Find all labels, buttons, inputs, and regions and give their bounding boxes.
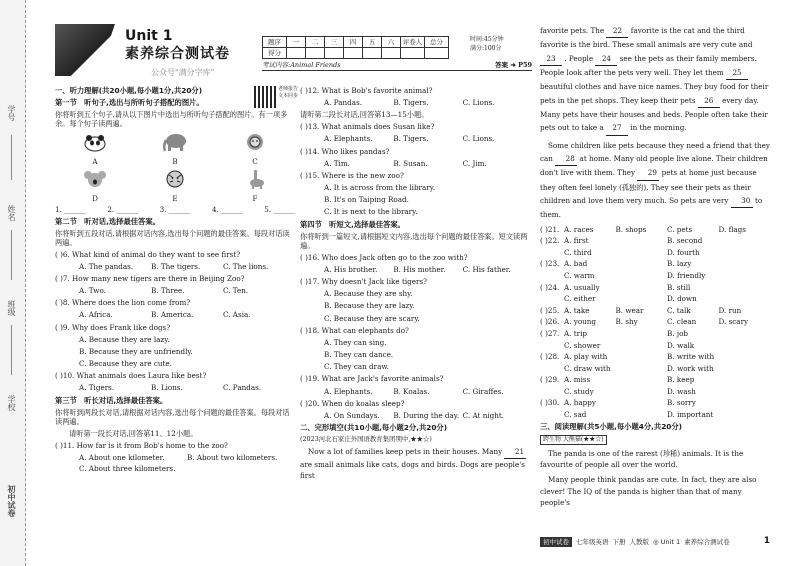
- header-rule: [262, 70, 532, 71]
- question-11: ( )11. How far is it from Bob's home to the zoo?: [55, 440, 228, 450]
- option[interactable]: B. They can dance.: [324, 350, 394, 360]
- passage-text: Some children like pets because they need a friend that they can: [540, 140, 770, 163]
- option[interactable]: D. down: [667, 294, 697, 304]
- option[interactable]: B. job: [667, 328, 689, 338]
- question-options: [300, 207, 532, 216]
- option[interactable]: C. third: [564, 247, 592, 257]
- option[interactable]: B. still: [667, 282, 691, 292]
- cloze-passage-para2: [540, 139, 770, 222]
- cloze-option-row: [540, 294, 770, 303]
- passage-text: beautiful clothes and have nice names. They buy food for their pets in the pet shops. They keep their pets: [540, 82, 769, 105]
- spacer: [540, 248, 564, 257]
- question-options: [300, 159, 532, 168]
- cloze-option-row: [540, 398, 770, 407]
- question-options: [300, 195, 532, 204]
- test-title: 素养综合测试卷: [125, 46, 230, 62]
- option[interactable]: C. talk: [667, 305, 691, 315]
- page-number: 1: [763, 536, 770, 546]
- passage-text: favorite is the cat and the third favorite is the bird. These small animals are very cute and: [540, 26, 753, 50]
- time-info: [470, 36, 504, 53]
- watermark-text: 公众号"满分字库": [151, 68, 215, 77]
- column-2: [300, 86, 532, 485]
- picture-e: [161, 169, 189, 203]
- spacer: [540, 294, 564, 303]
- option[interactable]: C. They can draw.: [324, 362, 389, 372]
- column-1: [55, 86, 295, 476]
- passage-text: in the morning.: [630, 123, 687, 133]
- question-options: [300, 265, 532, 274]
- cloze-blank[interactable]: 26: [698, 94, 720, 108]
- passage-text: every day. Many pets have their houses and beds. People often take their pets out to take a: [540, 95, 768, 133]
- option[interactable]: C. Because they are cute.: [79, 359, 172, 369]
- option[interactable]: B. write with: [667, 352, 715, 362]
- option[interactable]: B. Because they are lazy.: [324, 301, 415, 311]
- questions-16-20: [300, 253, 532, 420]
- spacer: [540, 341, 564, 350]
- answer-blanks-row: [55, 205, 295, 214]
- picture-b: [161, 132, 189, 166]
- binding-margin: [0, 0, 26, 566]
- cloze-option-row: [540, 283, 770, 292]
- answer-reference: 答案 ➜ P59: [495, 61, 532, 69]
- option[interactable]: A. races: [564, 224, 594, 234]
- option[interactable]: A. Tigers.: [79, 383, 115, 393]
- question-13: ( )13. What animals does Susan like?: [300, 122, 435, 132]
- question-number: ( )25.: [540, 305, 560, 315]
- cloze-passage-para1: [540, 24, 770, 136]
- time-limit: 时间:45分钟: [470, 36, 504, 43]
- question-options: [300, 350, 532, 359]
- option[interactable]: C. It is next to the library.: [324, 207, 418, 217]
- tiger-icon: [162, 169, 188, 189]
- score-header-cell: 评卷人: [401, 37, 425, 48]
- reading-para1: The panda is one of the rarest (珍稀) animals. It is the favourite of people all over the world.: [540, 448, 744, 470]
- question-options: [55, 383, 295, 392]
- score-cell[interactable]: 得分: [263, 48, 287, 59]
- part3-desc: 你将听到两段长对话,请根据对话内容,选出每个问题的最佳答案。每段对话读两遍。: [55, 407, 290, 426]
- score-header-cell: 四: [344, 37, 363, 48]
- option[interactable]: B. shops: [615, 224, 647, 234]
- passage-text: are small animals like cats, dogs and birds. Dogs are people's first: [300, 459, 525, 481]
- option[interactable]: C. At night.: [462, 410, 505, 420]
- question-11-options: [55, 453, 295, 462]
- score-header-cell: 三: [325, 37, 344, 48]
- part3-title: 第三节 听长对话,选择最佳答案。: [55, 395, 168, 405]
- question-15: ( )15. Where is the new zoo?: [300, 170, 404, 180]
- cloze-blank[interactable]: 27: [606, 121, 628, 135]
- option[interactable]: B. During the day.: [393, 410, 460, 420]
- question-11-options: [55, 464, 295, 473]
- footer-volume: 下册: [612, 537, 626, 546]
- cloze-option-row: [540, 410, 770, 419]
- option[interactable]: C. Jim.: [462, 158, 487, 168]
- cloze-option-row: [540, 271, 770, 280]
- question-options: [300, 183, 532, 192]
- option[interactable]: B. keep: [667, 375, 695, 385]
- score-cell[interactable]: [382, 48, 401, 59]
- question-number: ( )28.: [540, 352, 560, 362]
- footer-unit: ◎ Unit 1: [653, 537, 681, 546]
- brand-label: 初中试卷: [7, 485, 16, 517]
- answer-blank[interactable]: 1. ______: [55, 204, 86, 214]
- divider: [11, 230, 12, 280]
- part2-title: 第二节 听对话,选择最佳答案。: [55, 216, 160, 226]
- score-cell[interactable]: [401, 48, 425, 59]
- option[interactable]: A. miss: [564, 375, 591, 385]
- option[interactable]: C. draw with: [564, 363, 611, 373]
- option[interactable]: A. They can sing.: [324, 337, 387, 347]
- spacer: [540, 387, 564, 396]
- student-id-label: 学号: [7, 105, 16, 121]
- option[interactable]: A. On Sundays.: [324, 410, 380, 420]
- exam-content: 考试内容:Animal Friends: [262, 61, 341, 69]
- section-cloze-title: 二、完形填空(共10小题,每小题2分,共20分): [300, 423, 448, 433]
- picture-d: [81, 169, 109, 203]
- score-cell[interactable]: [306, 48, 325, 59]
- answer-blank[interactable]: 2. ______: [107, 204, 139, 214]
- questions-6-10: [55, 250, 295, 393]
- divider: [11, 135, 12, 180]
- option[interactable]: B. Lions.: [151, 383, 183, 393]
- animal-pictures-row1: [55, 132, 295, 166]
- cloze-option-row: [540, 341, 770, 350]
- cloze-options: [540, 225, 770, 420]
- part2-desc: 你将听到五段对话,请根据对话内容,选出每个问题的最佳答案。每段对话读两遍。: [55, 228, 290, 247]
- picture-label: E: [172, 193, 178, 203]
- reading-para2: Many people think pandas are cute. In fact, they are also clever! The IQ of the panda is higher than that of many people's: [540, 474, 757, 508]
- answer-blank[interactable]: 4. ______: [211, 204, 243, 214]
- option[interactable]: B. lazy: [667, 259, 692, 269]
- option[interactable]: A. usually: [564, 282, 600, 292]
- cloze-option-row: [540, 317, 770, 326]
- option[interactable]: C. clean: [667, 317, 697, 327]
- picture-label: B: [172, 156, 178, 166]
- topic-tag: 跨生物 大熊猫(★★☆): [540, 435, 607, 445]
- option[interactable]: A. play with: [564, 352, 608, 362]
- cloze-option-row: [540, 364, 770, 373]
- score-table: [262, 36, 449, 59]
- option[interactable]: C. Giraffes.: [462, 386, 504, 396]
- cloze-option-row: [540, 306, 770, 315]
- part1-title: 第一节 听句子,选出与所听句子搭配的图片。: [55, 98, 204, 108]
- footer-brand: 初中试卷: [540, 537, 572, 547]
- picture-label: D: [92, 193, 98, 203]
- answer-blank[interactable]: 5. ______: [264, 204, 295, 214]
- passage-text: . People: [564, 53, 594, 63]
- score-cell[interactable]: [363, 48, 382, 59]
- question-options: [55, 262, 295, 271]
- cloze-blank[interactable]: 23: [540, 52, 562, 66]
- cloze-blank[interactable]: 24: [595, 52, 617, 66]
- question-18: ( )18. What can elephants do?: [300, 325, 409, 335]
- cloze-option-row: [540, 352, 770, 361]
- option[interactable]: B. Because they are unfriendly.: [79, 346, 193, 356]
- elephant-icon: [162, 132, 188, 152]
- option[interactable]: A. About one kilometer.: [79, 453, 165, 463]
- cloze-blank[interactable]: 30: [731, 194, 753, 208]
- score-cell[interactable]: [287, 48, 306, 59]
- option[interactable]: C. sad: [564, 410, 587, 420]
- score-header-cell: 二: [306, 37, 325, 48]
- option[interactable]: B. The tigers.: [151, 261, 201, 271]
- score-header-cell: 五: [363, 37, 382, 48]
- score-header-cell: 一: [287, 37, 306, 48]
- option[interactable]: D. fourth: [667, 247, 700, 257]
- option[interactable]: A. Elephants.: [324, 386, 373, 396]
- question-options: [300, 301, 532, 310]
- cloze-option-row: [540, 329, 770, 338]
- option[interactable]: B. About two kilometers.: [187, 453, 278, 463]
- option[interactable]: A. His brother.: [324, 264, 378, 274]
- question-number: ( )23.: [540, 259, 560, 269]
- option[interactable]: C. About three kilometers.: [79, 464, 176, 474]
- question-number: ( )26.: [540, 317, 560, 327]
- blank-21[interactable]: 21: [504, 446, 526, 459]
- giraffe-icon: [242, 169, 268, 189]
- question-14: ( )14. Who likes pandas?: [300, 146, 390, 156]
- cloze-option-row: [540, 248, 770, 257]
- question-number: ( )21.: [540, 224, 560, 234]
- part1-desc: 你将听到五个句子,请从以下图片中选出与所听句子搭配的图片。有一项多余。每个句子读两遍。: [55, 110, 288, 129]
- option[interactable]: C. Asia.: [223, 310, 251, 320]
- question-number: ( )22.: [540, 236, 560, 246]
- qr-label: 老师报告 文本同步: [278, 86, 299, 99]
- question-options: [300, 289, 532, 298]
- divider: [11, 325, 12, 375]
- question-10: ( )10. What animals does Laura like best?: [55, 371, 207, 381]
- option[interactable]: A. happy: [564, 398, 596, 408]
- question-17: ( )17. Why doesn't Jack like tigers?: [300, 277, 427, 287]
- cloze-blank[interactable]: 25: [726, 66, 748, 80]
- header-banner: [55, 24, 255, 84]
- column-3: [540, 24, 770, 512]
- question-19: ( )19. What are Jack's favorite animals?: [300, 374, 444, 384]
- passage-text: to them.: [540, 195, 763, 220]
- question-options: [300, 338, 532, 347]
- score-header-cell: 题序: [263, 37, 287, 48]
- part4-title: 第四节 听短文,选择最佳答案。: [300, 219, 405, 229]
- option[interactable]: B. It's on Taiping Road.: [324, 195, 409, 205]
- option[interactable]: B. Susan.: [393, 158, 428, 168]
- cloze-option-row: [540, 387, 770, 396]
- question-number: ( )30.: [540, 398, 560, 408]
- option[interactable]: A. Africa.: [79, 310, 113, 320]
- question-number: ( )24.: [540, 282, 560, 292]
- picture-a: [81, 132, 109, 166]
- question-options: [300, 411, 532, 420]
- option[interactable]: B. Koalas.: [393, 386, 430, 396]
- question-options: [300, 362, 532, 371]
- option[interactable]: D. work with: [667, 363, 714, 373]
- question-number: ( )27.: [540, 328, 560, 338]
- panda-icon: [82, 132, 108, 152]
- question-options: [300, 314, 532, 323]
- spacer: [540, 410, 564, 419]
- picture-label: F: [252, 193, 258, 203]
- option[interactable]: D. wash: [667, 386, 696, 396]
- page-footer: [540, 536, 770, 547]
- koala-icon: [82, 169, 108, 189]
- unit-title: Unit 1: [125, 28, 173, 44]
- passage-text: at home. Many old people live alone. Their children don't live with them. They: [540, 153, 768, 178]
- picture-label: C: [252, 156, 258, 166]
- part3-sub: 请听第一段长对话,回答第11、12小题。: [69, 428, 198, 438]
- option[interactable]: B. sorry: [667, 398, 696, 408]
- option[interactable]: B. wear: [615, 305, 644, 315]
- option[interactable]: A. first: [564, 236, 589, 246]
- option[interactable]: D. important: [667, 410, 714, 420]
- question-20: ( )20. When do koalas sleep?: [300, 398, 405, 408]
- option[interactable]: C. Ten.: [223, 286, 249, 296]
- question-12: ( )12. What is Bob's favorite animal?: [300, 86, 433, 95]
- option[interactable]: C. Lions.: [462, 98, 495, 108]
- option[interactable]: C. warm: [564, 270, 595, 280]
- footer-title: 素养综合测试卷: [684, 537, 730, 546]
- name-label: 姓名: [7, 205, 16, 221]
- option[interactable]: C. either: [564, 294, 596, 304]
- picture-label: A: [92, 156, 98, 166]
- option[interactable]: C. Lions.: [462, 134, 495, 144]
- option[interactable]: B. shy: [615, 317, 638, 327]
- cloze-option-row: [540, 259, 770, 268]
- cloze-option-row: [540, 375, 770, 384]
- option[interactable]: C. shower: [564, 340, 601, 350]
- footer-edition: 人教版: [629, 537, 649, 546]
- option[interactable]: C. Because they are scary.: [324, 313, 420, 323]
- question-options: [55, 286, 295, 295]
- part4-desc: 你将听到一篇短文,请根据短文内容,选出每个问题的最佳答案。短文读两遍。: [300, 231, 528, 250]
- cloze-passage-start: [300, 446, 532, 482]
- option[interactable]: C. The lions.: [223, 261, 269, 271]
- passage-text: favorite pets. The: [540, 26, 605, 35]
- option[interactable]: A. Two.: [79, 286, 106, 296]
- passage-text: Now a lot of families keep pets in their houses. Many: [308, 447, 503, 457]
- option[interactable]: A. bad: [564, 259, 588, 269]
- question-options: [300, 98, 532, 107]
- option[interactable]: B. America.: [151, 310, 194, 320]
- option[interactable]: B. His mother.: [393, 264, 446, 274]
- cloze-option-row: [540, 236, 770, 245]
- section-listening-title: 一、听力理解(共20小题,每小题1分,共20分): [55, 86, 203, 95]
- cloze-blank[interactable]: 28: [555, 152, 577, 166]
- picture-c: [241, 132, 269, 166]
- question-7: ( )7. How many new tigers are there in Beijing Zoo?: [55, 274, 245, 284]
- question-options: [55, 310, 295, 319]
- school-label: 学校: [7, 395, 16, 411]
- score-header-cell: 总分: [425, 37, 449, 48]
- option[interactable]: A. Because they are shy.: [324, 289, 413, 299]
- questions-12-15: [300, 86, 532, 216]
- score-cell[interactable]: [425, 48, 449, 59]
- section-reading-title: 三、阅读理解(共5小题,每小题4分,共20分): [540, 422, 682, 432]
- part3-sub2: 请听第二段长对话,回答第13—15小题。: [300, 110, 429, 120]
- option[interactable]: A. Tim.: [324, 158, 350, 168]
- option[interactable]: A. young: [564, 317, 597, 327]
- question-number: ( )29.: [540, 375, 560, 385]
- class-label: 班级: [7, 300, 16, 316]
- question-8: ( )8. Where does the lion come from?: [55, 298, 191, 308]
- option[interactable]: A. Because they are lazy.: [79, 334, 170, 344]
- option[interactable]: A. It is across from the library.: [324, 183, 436, 193]
- option[interactable]: A. Elephants.: [324, 134, 373, 144]
- option[interactable]: D. run: [718, 305, 742, 315]
- passage-text: pets at home just because they often feel lonely (孤独的). They see their pets as their children and love them very much. So pets are very: [540, 168, 757, 205]
- option[interactable]: A. trip: [564, 328, 587, 338]
- footer-grade: 七年级英语: [576, 537, 609, 546]
- animal-pictures-row2: [55, 169, 295, 203]
- question-6: ( )6. What kind of animal do they want to see first?: [55, 249, 241, 259]
- option[interactable]: C. study: [564, 386, 594, 396]
- question-options: [300, 134, 532, 143]
- cloze-blank[interactable]: 29: [637, 166, 659, 180]
- cloze-blank[interactable]: 22: [606, 24, 628, 38]
- answer-blank[interactable]: 3. ______: [159, 204, 191, 214]
- option[interactable]: D. scary: [718, 317, 749, 327]
- option[interactable]: C. His father.: [462, 264, 511, 274]
- question-16: ( )16. Who does Jack often go to the zoo with?: [300, 252, 468, 262]
- option[interactable]: D. walk: [667, 340, 695, 350]
- option[interactable]: C. pets: [667, 224, 693, 234]
- option[interactable]: A. take: [564, 305, 590, 315]
- option[interactable]: B. Three.: [151, 286, 185, 296]
- picture-f: [241, 169, 269, 203]
- option[interactable]: C. Pandas.: [223, 383, 262, 393]
- option[interactable]: B. Tigers.: [393, 98, 429, 108]
- score-cell[interactable]: [325, 48, 344, 59]
- lion-icon: [242, 132, 268, 152]
- score-cell[interactable]: [344, 48, 363, 59]
- option[interactable]: D. friendly: [667, 270, 706, 280]
- banner-flag-icon: [55, 24, 115, 76]
- cloze-source: (2023河北石家庄外国语教育集团期中,★★☆): [300, 435, 432, 444]
- question-options: [55, 347, 295, 356]
- option[interactable]: B. second: [667, 236, 703, 246]
- question-options: [300, 387, 532, 396]
- option[interactable]: A. The pandas.: [79, 261, 134, 271]
- passage-text: see the pets as their family members. People look after the pets very well. They let them: [540, 53, 757, 77]
- spacer: [540, 364, 564, 373]
- spacer: [540, 271, 564, 280]
- full-score: 满分:100分: [470, 44, 502, 52]
- question-9: ( )9. Why does Frank like dogs?: [55, 322, 171, 332]
- exam-content-line: [262, 61, 532, 69]
- score-header-cell: 六: [382, 37, 401, 48]
- option[interactable]: A. Pandas.: [324, 98, 363, 108]
- question-options: [55, 335, 295, 344]
- option[interactable]: B. Tigers.: [393, 134, 429, 144]
- option[interactable]: D. flags: [718, 224, 746, 234]
- question-options: [55, 359, 295, 368]
- cloze-option-row: [540, 225, 770, 234]
